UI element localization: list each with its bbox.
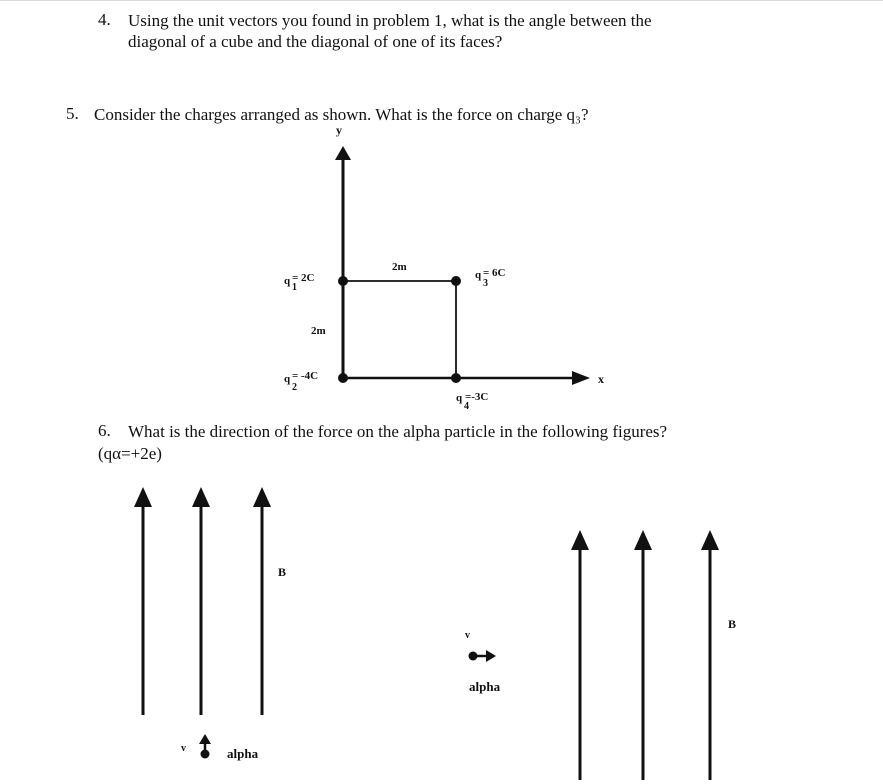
charge-q4-dot [451, 373, 461, 383]
question-6-number: 6. [98, 421, 111, 440]
x-axis-arrow-icon [572, 371, 590, 385]
y-axis-arrow-icon [335, 146, 351, 160]
question-4-line-2: diagonal of a cube and the diagonal of one of its faces? [128, 32, 503, 51]
question-5-number: 5. [66, 104, 79, 123]
question-5-text: Consider the charges arranged as shown. What is the force on charge q₃? [94, 105, 589, 124]
charge-q2-dot [338, 373, 348, 383]
charge-q4-label [456, 391, 488, 412]
x-axis-label: x [598, 372, 604, 386]
svg-text:= -4C: = -4C [292, 370, 319, 382]
svg-text:q: q [475, 269, 482, 281]
field-label-b: B [278, 565, 287, 579]
field-label-b: B [728, 617, 737, 631]
svg-text:q: q [456, 392, 463, 404]
svg-text:= 2C: = 2C [292, 272, 315, 284]
question-6-line-2: (qα=+2e) [98, 444, 162, 463]
charge-arrangement-figure [284, 123, 604, 412]
svg-text:q: q [284, 275, 291, 287]
svg-text:= 6C: = 6C [483, 267, 506, 279]
field-arrow-icon [571, 530, 589, 550]
side-length-left: 2m [311, 325, 326, 337]
charge-q1-dot [338, 276, 348, 286]
question-4-number: 4. [98, 10, 111, 29]
charge-q2-label [284, 370, 318, 393]
svg-text:2: 2 [292, 382, 297, 393]
field-arrow-icon [134, 487, 152, 507]
question-4-line-1: Using the unit vectors you found in problem 1, what is the angle between the [128, 11, 652, 30]
velocity-label: v [465, 630, 470, 641]
svg-text:4: 4 [464, 401, 469, 412]
charge-q3-label [475, 267, 506, 289]
velocity-right-arrow-icon [486, 650, 496, 662]
field-arrow-icon [192, 487, 210, 507]
right-field-figure [465, 530, 736, 780]
side-length-top: 2m [392, 261, 407, 273]
field-arrow-icon [634, 530, 652, 550]
field-arrow-icon [253, 487, 271, 507]
svg-text:=-3C: =-3C [465, 391, 489, 403]
alpha-particle-label: alpha [469, 679, 501, 694]
charge-q3-dot [451, 276, 461, 286]
svg-text:3: 3 [483, 278, 488, 289]
alpha-particle-label: alpha [227, 746, 259, 761]
left-field-figure [134, 487, 286, 761]
charge-q1-label [284, 272, 315, 293]
svg-text:q: q [284, 373, 291, 385]
question-6-line-1: What is the direction of the force on the alpha particle in the following figures? [128, 422, 668, 441]
velocity-up-arrow-icon [199, 734, 211, 744]
svg-text:1: 1 [292, 282, 297, 293]
y-axis-label: y [336, 123, 342, 137]
alpha-particle-dot [201, 750, 210, 759]
field-arrow-icon [701, 530, 719, 550]
velocity-label: v [181, 743, 186, 754]
